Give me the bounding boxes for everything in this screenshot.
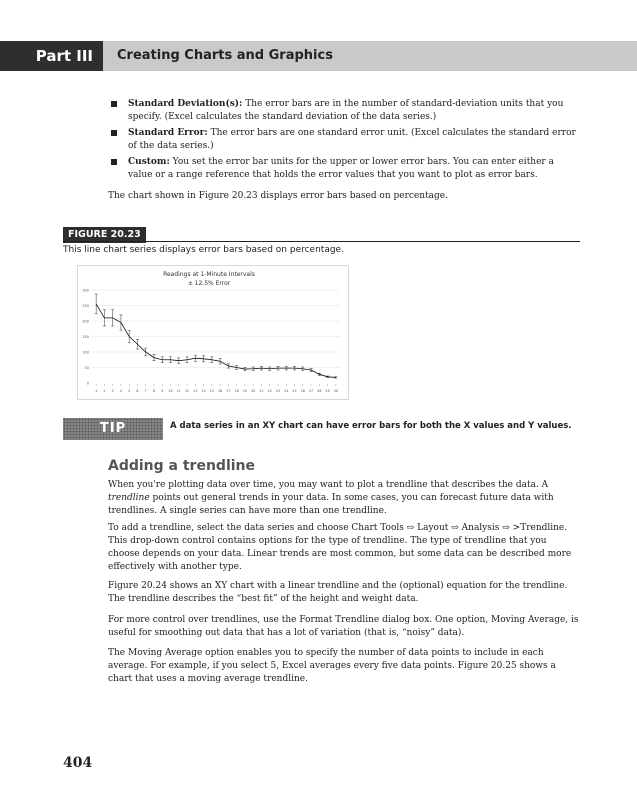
part-label: Part III <box>0 41 103 71</box>
x-tick-label: 30 <box>333 389 338 393</box>
section-paragraph: To add a trendline, select the data series and choose Chart Tools ⇨ Layout ⇨ Analysis ⇨ >Trendline. This drop-down control contains options for the type of trendline. The type of trendline that you choose depends on your data. Linear trends are most common, but some data can be described more effectively with another type. <box>108 523 572 572</box>
x-tick-label: 2 <box>103 389 106 393</box>
bullet-text: The error bars are one standard error unit. (Excel calculates the standard error of the data series.) <box>128 128 576 151</box>
x-tick-label: 12 <box>184 389 190 393</box>
y-tick-label: 250 <box>82 304 89 308</box>
intro-paragraph: The chart shown in Figure 20.23 displays error bars based on percentage. <box>108 191 448 201</box>
bullet-term: Standard Deviation(s): <box>128 99 243 109</box>
bullet-term: Standard Error: <box>128 128 208 138</box>
figure-caption: This line chart series displays error bars based on percentage. <box>63 245 344 255</box>
bullet-text: You set the error bar units for the upper or lower error bars. You can enter either a value or a range reference that holds the error values that you want to plot as error bars. <box>128 157 554 180</box>
tip-text: A data series in an XY chart can have error bars for both the X values and Y values. <box>170 421 572 431</box>
list-item <box>128 127 580 153</box>
x-tick-label: 3 <box>111 389 114 393</box>
section-heading: Adding a trendline <box>108 458 255 474</box>
x-tick-label: 7 <box>144 389 147 393</box>
section-paragraph <box>108 479 580 518</box>
bullet-term: Custom: <box>128 157 170 167</box>
x-tick-label: 15 <box>209 389 214 393</box>
x-tick-label: 20 <box>251 389 256 393</box>
figure-label: FIGURE 20.23 <box>63 227 146 243</box>
x-tick-label: 1 <box>95 389 98 393</box>
chapter-title: Creating Charts and Graphics <box>117 48 333 63</box>
page-number: 404 <box>63 755 93 771</box>
x-tick-label: 5 <box>128 389 131 393</box>
paragraph-text: points out general trends in your data. In some cases, you can forecast future data with trendlines. A single series can have more than one trendline. <box>108 493 554 516</box>
x-tick-label: 29 <box>325 389 330 393</box>
y-tick-label: 300 <box>82 288 89 293</box>
chart-subtitle: ± 12.5% Error <box>187 280 231 287</box>
x-tick-label: 14 <box>201 389 206 393</box>
x-tick-label: 9 <box>161 389 164 393</box>
x-tick-label: 13 <box>193 389 198 393</box>
x-tick-label: 24 <box>284 389 289 393</box>
chart-title: Readings at 1-Minute Intervals <box>163 271 255 278</box>
list-item <box>128 98 580 124</box>
x-tick-label: 22 <box>267 389 272 393</box>
series-line <box>96 304 336 377</box>
error-bar-chart <box>77 265 349 400</box>
paragraph-text: When you're plotting data over time, you may want to plot a trendline that describes the data. A <box>108 480 549 490</box>
x-tick-label: 4 <box>119 389 122 393</box>
x-tick-label: 28 <box>317 389 322 393</box>
error-bar-options-list <box>128 98 580 185</box>
y-tick-label: 200 <box>82 319 89 324</box>
section-paragraph: For more control over trendlines, use the Format Trendline dialog box. One option, Moving Average, is useful for smoothing out data that has a lot of variation (that is, “noisy” data). <box>108 615 579 638</box>
section-paragraph: Figure 20.24 shows an XY chart with a linear trendline and the (optional) equation for the trendline. The trendline describes the “best fit” of the height and weight data. <box>108 581 568 604</box>
x-tick-label: 19 <box>242 389 248 393</box>
y-tick-label: 100 <box>82 350 89 355</box>
y-tick-label: 0 <box>86 381 89 386</box>
x-tick-label: 18 <box>234 389 239 393</box>
x-tick-label: 17 <box>226 389 231 393</box>
chart-svg <box>78 266 348 399</box>
y-tick-label: 150 <box>82 335 89 339</box>
x-tick-label: 27 <box>308 389 314 393</box>
figure-rule <box>63 241 580 242</box>
emphasis-term: trendline <box>108 493 150 503</box>
tip-label: TIP <box>99 421 127 436</box>
x-tick-label: 21 <box>259 389 264 393</box>
x-tick-label: 23 <box>275 389 281 393</box>
x-tick-label: 25 <box>292 389 297 393</box>
y-tick-label: 50 <box>84 366 89 370</box>
page-header <box>0 41 637 71</box>
x-tick-label: 6 <box>136 389 139 393</box>
x-tick-label: 26 <box>300 389 305 393</box>
tip-badge <box>63 418 163 440</box>
x-tick-label: 8 <box>152 389 156 393</box>
x-tick-label: 10 <box>168 389 173 393</box>
section-paragraph: The Moving Average option enables you to specify the number of data points to include in each average. For example, if you select 5, Excel averages every five data points. Figure 20.25 shows a chart that uses a moving average trendline. <box>108 648 556 684</box>
x-tick-label: 11 <box>176 389 181 393</box>
bullet-text: The error bars are in the number of standard-deviation units that you specify. (Excel calculates the standard deviation of the data series.) <box>128 99 564 122</box>
list-item <box>128 156 580 182</box>
x-tick-label: 16 <box>218 389 223 393</box>
